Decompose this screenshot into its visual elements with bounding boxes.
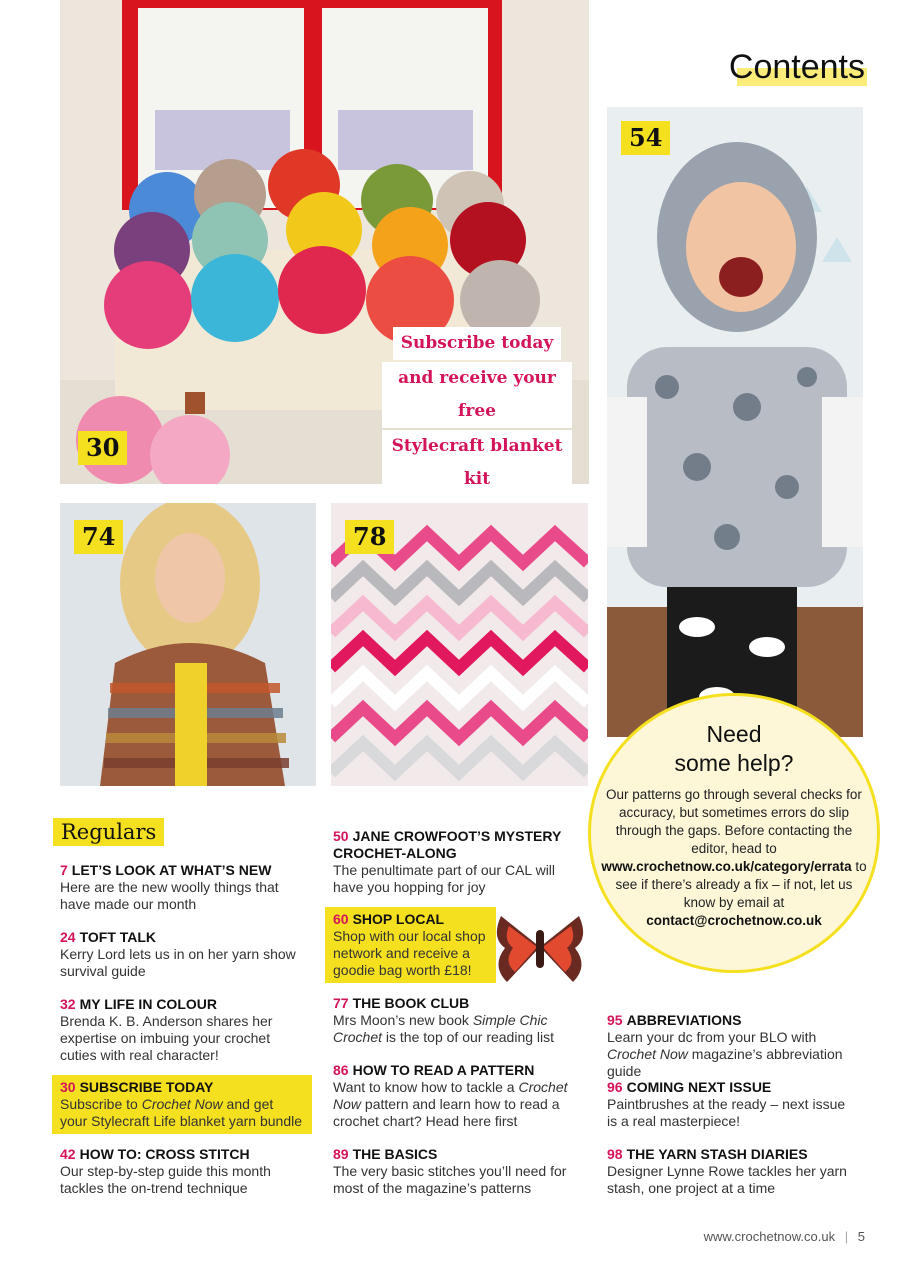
subscribe-promo-line1: Subscribe today [393,327,561,360]
contents-entry-7[interactable] [60,862,310,913]
help-title-line1: Need [706,721,762,747]
entry-description-italic: Crochet Now [607,1046,688,1062]
entry-heading: HOW TO: CROSS STITCH [79,1146,250,1162]
entry-page-number: 32 [60,996,76,1012]
footer-divider: | [844,1229,849,1244]
footer-url[interactable]: www.crochetnow.co.uk [703,1229,836,1244]
contents-entry-96[interactable] [607,1079,857,1130]
entry-description: Our step-by-step guide this month tackles the on-trend technique [60,1163,271,1196]
contents-entry-24[interactable] [60,929,310,980]
contents-entry-95[interactable] [607,1012,862,1080]
page-badge-54: 54 [621,121,670,155]
page-number: 5 [857,1229,865,1244]
subscribe-promo [382,326,572,532]
page-footer [704,1229,865,1244]
entry-page-number: 24 [60,929,76,945]
entry-heading: JANE CROWFOOT’S MYSTERY CROCHET-ALONG [333,828,562,861]
contents-entry-30[interactable] [52,1075,312,1134]
contents-entry-98[interactable] [607,1146,857,1197]
entry-description-part2: pattern and learn how to read a crochet chart? Head here first [333,1096,560,1129]
page-badge-30: 30 [78,431,127,465]
entry-description: Designer Lynne Rowe tackles her yarn stash, one project at a time [607,1163,847,1196]
help-title-line2: some help? [674,750,794,776]
contents-entry-77[interactable] [333,995,588,1046]
entry-page-number: 89 [333,1146,349,1162]
entry-description: Paintbrushes at the ready – next issue is a real masterpiece! [607,1096,846,1129]
entry-heading: LET’S LOOK AT WHAT’S NEW [71,862,272,878]
page-badge-78: 78 [345,520,394,554]
entry-description: The penultimate part of our CAL will have you hopping for joy [333,862,556,895]
entry-page-number: 98 [607,1146,623,1162]
help-callout [588,693,880,973]
entry-heading: HOW TO READ A PATTERN [352,1062,535,1078]
entry-heading: COMING NEXT ISSUE [626,1079,772,1095]
contents-entry-42[interactable] [60,1146,310,1197]
regulars-label: Regulars [53,818,164,846]
subscribe-promo-line2: and receive your free [382,362,572,428]
entry-heading: SHOP LOCAL [352,911,445,927]
help-title [591,720,877,778]
contents-entry-60[interactable] [325,907,496,983]
contact-email-link[interactable]: contact@crochetnow.co.uk [646,913,822,928]
entry-heading: THE BASICS [352,1146,438,1162]
entry-description-italic: Crochet Now [333,1079,568,1112]
entry-description: Here are the new woolly things that have made our month [60,879,279,912]
entry-page-number: 42 [60,1146,76,1162]
contents-entry-50[interactable] [333,828,583,896]
errata-link[interactable]: www.crochetnow.co.uk/category/errata [601,859,852,874]
entry-heading: THE YARN STASH DIARIES [626,1146,808,1162]
entry-heading: THE BOOK CLUB [352,995,470,1011]
entry-description-part2: is the top of our reading list [382,1029,555,1045]
entry-heading: ABBREVIATIONS [626,1012,742,1028]
entry-description: Shop with our local shop network and receive a goodie bag worth £18! [333,928,486,978]
contents-entry-86[interactable] [333,1062,588,1130]
entry-description-part1: Learn your dc from your BLO with [607,1029,817,1045]
entry-page-number: 95 [607,1012,623,1028]
entry-page-number: 60 [333,911,349,927]
entry-heading: SUBSCRIBE TODAY [79,1079,214,1095]
entry-description-part1: Mrs Moon’s new book [333,1012,473,1028]
page-title: Contents [728,48,865,86]
contents-entry-89[interactable] [333,1146,583,1197]
entry-page-number: 30 [60,1079,76,1095]
entry-description: Brenda K. B. Anderson shares her expertise on imbuing your crochet cuties with real character! [60,1013,273,1063]
entry-description-part1: Want to know how to tackle a [333,1079,519,1095]
contents-entry-32[interactable] [60,996,310,1064]
entry-description: The very basic stitches you’ll need for most of the magazine’s patterns [333,1163,567,1196]
help-body-text1: Our patterns go through several checks for accuracy, but sometimes errors do slip through the gaps. Before contacting the editor, head to [606,787,862,856]
entry-description-part2: and get your Stylecraft Life blanket yarn bundle [60,1096,303,1129]
entry-description-italic: Crochet Now [141,1096,223,1112]
entry-page-number: 7 [60,862,68,878]
subscribe-promo-line3: Stylecraft blanket kit [382,430,572,496]
entry-page-number: 96 [607,1079,623,1095]
entry-page-number: 50 [333,828,349,844]
butterfly-crochet-icon [491,908,589,986]
entry-description-italic: Simple Chic Crochet [333,1012,548,1045]
entry-heading: MY LIFE IN COLOUR [79,996,217,1012]
help-body [599,786,869,930]
entry-page-number: 86 [333,1062,349,1078]
entry-heading: TOFT TALK [79,929,157,945]
help-body-text2: to see if there’s already a fix – if not, let us know by email at [615,859,867,910]
entry-description: Kerry Lord lets us in on her yarn show survival guide [60,946,296,979]
entry-description-part1: Subscribe to [60,1096,142,1112]
entry-page-number: 77 [333,995,349,1011]
entry-description-part2: magazine’s abbreviation guide [607,1046,843,1079]
page-badge-74: 74 [74,520,123,554]
child-hood-illustration [607,107,863,737]
child-hood-photo [607,107,863,737]
